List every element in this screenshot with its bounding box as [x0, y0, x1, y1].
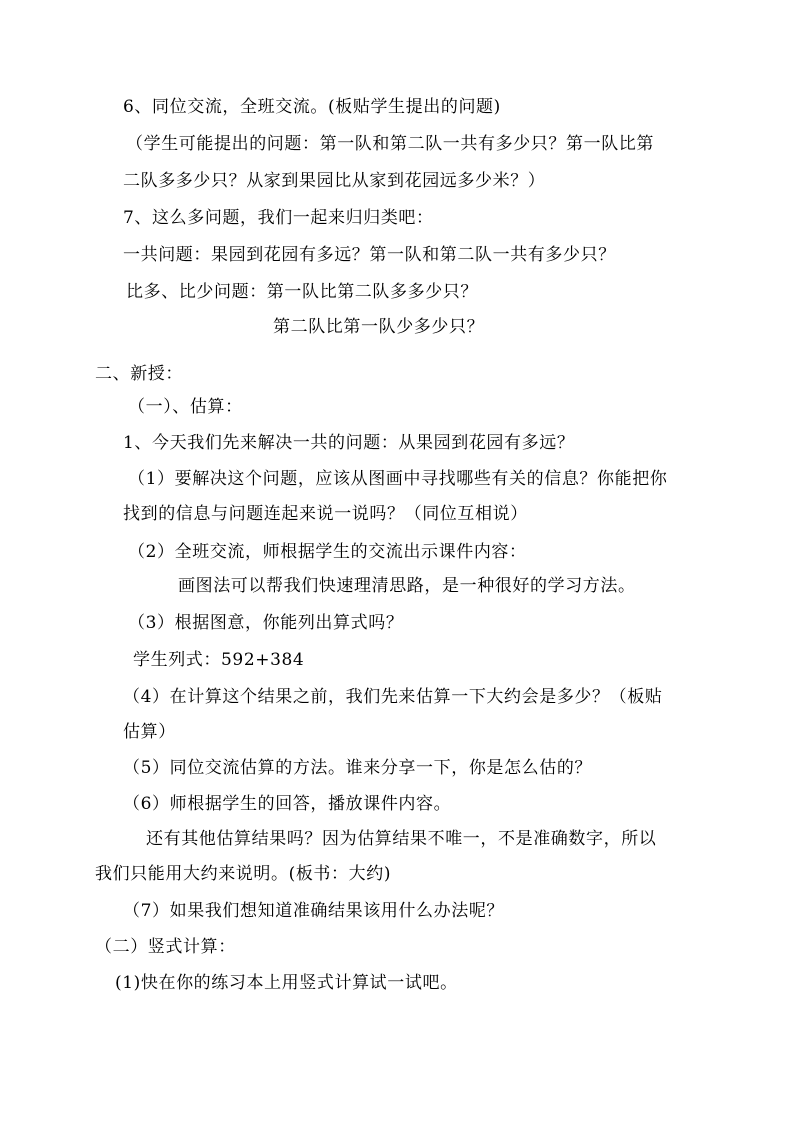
text-line: （2）全班交流，师根据学生的交流出示课件内容：	[128, 542, 527, 562]
text-line: 估算）	[123, 722, 176, 742]
text-line: 比多、比少问题：第一队比第二队多多少只？	[126, 282, 478, 302]
text-line: 一共问题：果园到花园有多远？第一队和第二队一共有多少只？	[123, 245, 616, 265]
section-heading: 二、新授：	[95, 364, 183, 384]
text-line: 二队多多少只？从家到果园比从家到花园远多少米？）	[123, 171, 546, 191]
text-line: （学生可能提出的问题：第一队和第二队一共有多少只？第一队比第	[126, 134, 654, 154]
text-line: （6）师根据学生的回答，播放课件内容。	[123, 794, 452, 814]
text-line: 1、今天我们先来解决一共的问题：从果园到花园有多远？	[123, 433, 575, 453]
text-line: （7）如果我们想知道准确结果该用什么办法呢？	[123, 901, 505, 921]
text-line: 画图法可以帮我们快速理清思路，是一种很好的学习方法。	[178, 576, 636, 596]
text-line: 找到的信息与问题连起来说一说吗？（同位互相说）	[123, 504, 528, 524]
text-line: 6、同位交流，全班交流。(板贴学生提出的问题)	[123, 97, 501, 117]
text-line: 还有其他估算结果吗？因为估算结果不唯一，不是准确数字，所以	[146, 829, 657, 849]
text-line: (1)快在你的练习本上用竖式计算试一试吧。	[115, 973, 458, 993]
text-line: （3）根据图意，你能列出算式吗？	[128, 613, 404, 633]
text-line: 我们只能用大约来说明。(板书：大约)	[95, 864, 392, 884]
text-line: 学生列式：592+384	[133, 650, 305, 670]
text-line: 第二队比第一队少多少只？	[273, 317, 485, 337]
text-line: 7、这么多问题，我们一起来归归类吧：	[123, 208, 434, 228]
subsection-heading: （二）竖式计算：	[95, 937, 236, 957]
text-line: （1）要解决这个问题，应该从图画中寻找哪些有关的信息？你能把你	[128, 469, 668, 489]
text-line: （4）在计算这个结果之前，我们先来估算一下大约会是多少？（板贴	[123, 687, 663, 707]
subsection-heading: （一）、估算：	[128, 397, 243, 417]
text-line: （5）同位交流估算的方法。谁来分享一下，你是怎么估的？	[123, 758, 593, 778]
